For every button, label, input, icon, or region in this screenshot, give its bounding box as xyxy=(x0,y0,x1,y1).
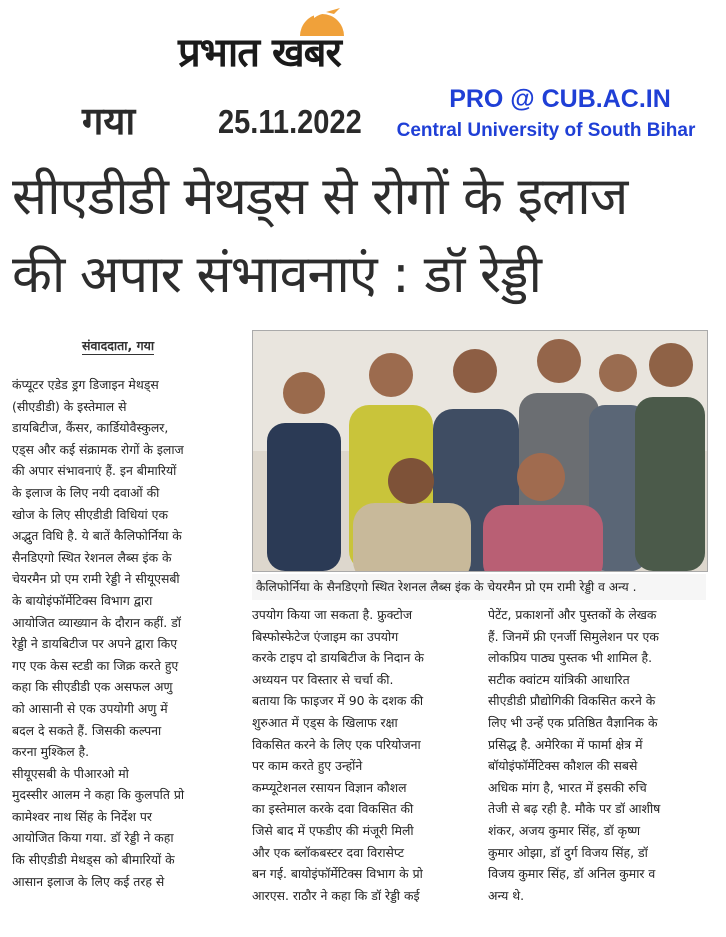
article-line: विकसित करने के लिए एक परियोजना xyxy=(252,736,421,752)
article-line: सटीक क्वांटम यांत्रिकी आधारित xyxy=(488,671,630,687)
article-line: गए एक केस स्टडी का जिक्र करते हुए xyxy=(12,657,179,673)
article-line: आरएस. राठौर ने कहा कि डॉ रेड्डी कई xyxy=(252,887,420,903)
article-line: कहा कि सीएडीडी एक असफल अणु xyxy=(12,679,173,695)
article-line: के इलाज के लिए नयी दवाओं की xyxy=(12,484,160,500)
byline: संवाददाता, गया xyxy=(82,338,155,353)
article-line: कुमार ओझा, डॉ दुर्ग विजय सिंह, डॉ xyxy=(488,844,648,860)
article-line: शुरुआत में एड्स के खिलाफ रक्षा xyxy=(252,714,398,730)
article-line: कि सीएडीडी मेथड्स को बीमारियों के xyxy=(12,852,175,868)
article-line: लोकप्रिय पाठ्य पुस्तक भी शामिल है. xyxy=(488,650,653,666)
article-line: को आसानी से एक उपयोगी अणु में xyxy=(12,700,168,716)
pro-email: PRO @ CUB.AC.IN xyxy=(449,85,671,113)
article-line: करना मुश्किल है. xyxy=(12,744,90,760)
article-line: अध्ययन पर विस्तार से चर्चा की. xyxy=(252,671,394,687)
article-line: डायबिटीज, कैंसर, कार्डियोवैस्कुलर, xyxy=(12,420,169,436)
group-photo-illustration xyxy=(253,331,707,571)
article-line: बताया कि फाइजर में 90 के दशक की xyxy=(252,693,424,709)
article-line: तेजी से बढ़ रही है. मौके पर डॉ आशीष xyxy=(488,801,661,817)
university-name: Central University of South Bihar xyxy=(396,120,696,141)
article-line: बन गई. बायोइंफॉर्मेटिक्स विभाग के प्रो xyxy=(252,866,423,882)
article-line: कम्प्यूटेशनल रसायन विज्ञान कौशल xyxy=(252,779,407,795)
article-column-2 xyxy=(252,604,474,934)
article-line: आयोजित व्याख्यान के दौरान कहीं. डॉ xyxy=(12,614,181,630)
article-line: पेटेंट, प्रकाशनों और पुस्तकों के लेखक xyxy=(488,607,657,622)
headline-line-1: सीएडीडी मेथड्स से रोगों के इलाज xyxy=(12,167,628,227)
article-line: जिसे बाद में एफडीए की मंजूरी मिली xyxy=(252,822,414,838)
newspaper-logo: प्रभात खबर xyxy=(178,29,341,76)
article-line: और एक ब्लॉकबस्टर दवा विरासेप्ट xyxy=(252,844,405,860)
article-line: अद्भुत विधि है. ये बातें कैलिफोर्निया के xyxy=(12,528,182,544)
article-line: अधिक मांग है, भारत में इसकी रुचि xyxy=(488,779,647,795)
article-line: विजय कुमार सिंह, डॉ अनिल कुमार व xyxy=(488,866,656,882)
article-line: शंकर, अजय कुमार सिंह, डॉ कृष्ण xyxy=(488,822,641,838)
article-line: करके टाइप दो डायबिटीज के निदान के xyxy=(252,650,424,666)
article-line: मुदस्सीर आलम ने कहा कि कुलपति प्रो xyxy=(12,787,185,803)
article-column-3 xyxy=(488,604,716,934)
article-line: की अपार संभावनाएं हैं. इन बीमारियों xyxy=(12,463,177,479)
article-line: आसान इलाज के लिए कई तरह से xyxy=(12,873,165,889)
article-line: का इस्तेमाल करके दवा विकसित की xyxy=(252,801,414,817)
article-line: के बायोइंफॉर्मेटिक्स विभाग द्वारा xyxy=(12,592,153,608)
photo-caption: कैलिफोर्निया के सैनडिएगो स्थित रेशनल लैब्स इंक के चेयरमैन प्रो एम रामी रेड्डी व अन्य . xyxy=(252,574,706,600)
article-line: पर काम करते हुए उन्होंने xyxy=(252,758,363,774)
article-line: सीएडीडी प्रौद्योगिकी विकसित करने के xyxy=(488,693,656,709)
article-line: हैं. जिनमें फ्री एनर्जी सिमुलेशन पर एक xyxy=(488,628,659,644)
article-line: (सीएडीडी) के इस्तेमाल से xyxy=(12,398,127,414)
city-name: गया xyxy=(82,99,136,143)
article-line: उपयोग किया जा सकता है. फ्रुक्टोज xyxy=(252,607,413,622)
article-line: अन्य थे. xyxy=(488,887,525,903)
article-line: कामेश्वर नाथ सिंह के निर्देश पर xyxy=(12,808,152,824)
article-line: बिस्फोस्फेटेज एंजाइम का उपयोग xyxy=(252,628,399,644)
article-line: सीयूएसबी के पीआरओ मो xyxy=(12,765,129,781)
article-line: कंप्यूटर एडेड ड्रग डिजाइन मेथड्स xyxy=(12,377,159,392)
article-line: लिए भी उन्हें एक प्रतिष्ठित वैज्ञानिक के xyxy=(488,714,658,730)
article-line: चेयरमैन प्रो एम रामी रेड्डी ने सीयूएसबी xyxy=(12,571,180,587)
edition-date: 25.11.2022 xyxy=(218,103,362,140)
article-line: एड्स और कई संक्रामक रोगों के इलाज xyxy=(12,441,184,457)
article-line: प्रसिद्ध है. अमेरिका में फार्मा क्षेत्र में xyxy=(488,736,643,752)
group-photo xyxy=(252,330,708,572)
article-line: आयोजित किया गया. डॉ रेड्डी ने कहा xyxy=(12,830,174,846)
article-line: खोज के लिए सीएडीडी विधियां एक xyxy=(12,506,169,522)
headline-line-2: की अपार संभावनाएं : डॉ रेड्डी xyxy=(12,245,541,305)
article-line: रेड्डी ने डायबिटीज पर अपने द्वारा किए xyxy=(12,636,178,652)
article-line: सैनडिएगो स्थित रेशनल लैब्स इंक के xyxy=(12,549,172,565)
article-column-1 xyxy=(12,374,240,934)
article-line: बॉयोइंफॉर्मेटिक्स कौशल की सबसे xyxy=(488,758,638,774)
article-line: बदल दे सकते हैं. जिसकी कल्पना xyxy=(12,722,162,738)
